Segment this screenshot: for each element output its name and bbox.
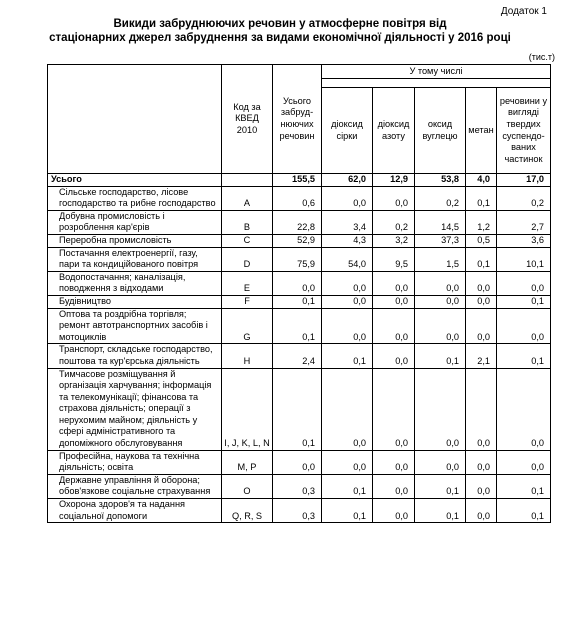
cell-no2: 0,0: [373, 308, 415, 344]
cell-no2: 0,0: [373, 450, 415, 474]
cell-co: 1,5: [415, 247, 466, 271]
header-including: У тому числі: [322, 65, 551, 79]
header-co: оксид вуглецю: [415, 88, 466, 174]
cell-code: M, P: [222, 450, 273, 474]
table-row: [48, 450, 551, 474]
cell-no2: 0,0: [373, 344, 415, 368]
title-line-2: стаціонарних джерел забруднення за видами економічної діяльності у 2016 році: [49, 32, 511, 44]
cell-pm: 0,0: [497, 271, 551, 295]
cell-no2: 0,0: [373, 474, 415, 498]
cell-so2: 3,4: [322, 210, 373, 234]
cell-co: 0,0: [415, 295, 466, 308]
cell-pm: 3,6: [497, 234, 551, 247]
cell-no2: 0,0: [373, 271, 415, 295]
cell-total: 0,1: [273, 295, 322, 308]
header-methane: метан: [466, 88, 497, 174]
cell-code: [222, 174, 273, 187]
appendix-label: Додаток 1: [500, 6, 547, 17]
cell-so2: 0,0: [322, 368, 373, 450]
cell-methane: 4,0: [466, 174, 497, 187]
header-spacer: [322, 79, 551, 88]
cell-total: 75,9: [273, 247, 322, 271]
cell-co: 0,0: [415, 368, 466, 450]
cell-code: C: [222, 234, 273, 247]
header-no2: діоксид азоту: [373, 88, 415, 174]
cell-methane: 0,0: [466, 474, 497, 498]
cell-no2: 0,0: [373, 186, 415, 210]
cell-total: 2,4: [273, 344, 322, 368]
cell-pm: 0,0: [497, 308, 551, 344]
cell-code: G: [222, 308, 273, 344]
header-code: Код за КВЕД 2010: [222, 65, 273, 174]
cell-so2: 0,0: [322, 450, 373, 474]
cell-pm: 2,7: [497, 210, 551, 234]
cell-name: Державне управління й оборона; обов'язкове соціальне страхування: [48, 474, 222, 498]
cell-so2: 0,0: [322, 308, 373, 344]
cell-pm: 0,2: [497, 186, 551, 210]
cell-so2: 0,1: [322, 344, 373, 368]
cell-methane: 1,2: [466, 210, 497, 234]
title-line-1: Викиди забруднюючих речовин у атмосферне повітря від: [113, 18, 447, 30]
cell-name: Будівництво: [48, 295, 222, 308]
cell-co: 0,1: [415, 499, 466, 523]
page-title: [40, 17, 520, 45]
cell-methane: 0,0: [466, 450, 497, 474]
cell-no2: 0,2: [373, 210, 415, 234]
header-pm: речовини у вигляді твердих суспендо-ваних частинок: [497, 88, 551, 174]
cell-code: A: [222, 186, 273, 210]
cell-co: 0,1: [415, 344, 466, 368]
cell-code: H: [222, 344, 273, 368]
cell-no2: 12,9: [373, 174, 415, 187]
cell-total: 0,6: [273, 186, 322, 210]
cell-methane: 0,0: [466, 368, 497, 450]
cell-total: 0,0: [273, 271, 322, 295]
cell-methane: 0,1: [466, 247, 497, 271]
cell-code: D: [222, 247, 273, 271]
table-row: [48, 295, 551, 308]
cell-pm: 0,0: [497, 450, 551, 474]
cell-total: 0,3: [273, 499, 322, 523]
cell-code: Q, R, S: [222, 499, 273, 523]
cell-pm: 0,1: [497, 499, 551, 523]
cell-co: 53,8: [415, 174, 466, 187]
emissions-table: [47, 64, 551, 523]
cell-code: E: [222, 271, 273, 295]
cell-name: Охорона здоров'я та надання соціальної допомоги: [48, 499, 222, 523]
cell-pm: 0,1: [497, 474, 551, 498]
cell-so2: 54,0: [322, 247, 373, 271]
cell-pm: 0,1: [497, 295, 551, 308]
cell-no2: 0,0: [373, 499, 415, 523]
cell-co: 0,0: [415, 308, 466, 344]
cell-so2: 0,1: [322, 474, 373, 498]
header-total: Усього забруд-нюючих речовин: [273, 65, 322, 174]
cell-code: I, J, K, L, N: [222, 368, 273, 450]
cell-methane: 0,5: [466, 234, 497, 247]
cell-name: Переробна промисловість: [48, 234, 222, 247]
total-row: [48, 174, 551, 187]
cell-code: O: [222, 474, 273, 498]
cell-methane: 0,0: [466, 271, 497, 295]
cell-name: Постачання електроенергії, газу, пари та кондиційованого повітря: [48, 247, 222, 271]
table-row: [48, 368, 551, 450]
cell-name: Добувна промисловість і розроблення кар'єрів: [48, 210, 222, 234]
cell-no2: 0,0: [373, 368, 415, 450]
table-row: [48, 344, 551, 368]
cell-so2: 4,3: [322, 234, 373, 247]
cell-name: Професійна, наукова та технічна діяльність; освіта: [48, 450, 222, 474]
unit-label: (тис.т): [528, 52, 555, 62]
header-so2: діоксид сірки: [322, 88, 373, 174]
cell-total: 0,3: [273, 474, 322, 498]
cell-name: Транспорт, складське господарство, поштова та кур'єрська діяльність: [48, 344, 222, 368]
cell-no2: 0,0: [373, 295, 415, 308]
cell-so2: 0,1: [322, 499, 373, 523]
table-row: [48, 474, 551, 498]
cell-methane: 0,0: [466, 295, 497, 308]
cell-code: B: [222, 210, 273, 234]
cell-co: 0,2: [415, 186, 466, 210]
cell-name: Усього: [48, 174, 222, 187]
cell-total: 155,5: [273, 174, 322, 187]
table-header: [48, 65, 551, 174]
cell-pm: 0,1: [497, 344, 551, 368]
table-row: [48, 210, 551, 234]
header-name-blank: [48, 65, 222, 174]
cell-total: 0,1: [273, 308, 322, 344]
cell-so2: 0,0: [322, 295, 373, 308]
cell-no2: 3,2: [373, 234, 415, 247]
cell-methane: 0,0: [466, 308, 497, 344]
cell-total: 0,1: [273, 368, 322, 450]
cell-code: F: [222, 295, 273, 308]
table-row: [48, 308, 551, 344]
cell-co: 0,0: [415, 450, 466, 474]
cell-name: Тимчасове розміщування й організація харчування; інформація та телекомунікації; фінансова та страхова діяльність; операції з нерухомим майном; діяльність у сфері адміністративного та допоміжного обслуговування: [48, 368, 222, 450]
table-row: [48, 247, 551, 271]
cell-pm: 0,0: [497, 368, 551, 450]
table-body: [48, 174, 551, 523]
cell-total: 22,8: [273, 210, 322, 234]
table-row: [48, 499, 551, 523]
cell-methane: 2,1: [466, 344, 497, 368]
cell-co: 0,1: [415, 474, 466, 498]
cell-co: 14,5: [415, 210, 466, 234]
cell-so2: 62,0: [322, 174, 373, 187]
cell-pm: 10,1: [497, 247, 551, 271]
table-row: [48, 271, 551, 295]
cell-co: 37,3: [415, 234, 466, 247]
cell-pm: 17,0: [497, 174, 551, 187]
cell-total: 52,9: [273, 234, 322, 247]
cell-name: Оптова та роздрібна торгівля; ремонт автотранспортних засобів і мотоциклів: [48, 308, 222, 344]
cell-co: 0,0: [415, 271, 466, 295]
cell-so2: 0,0: [322, 271, 373, 295]
cell-no2: 9,5: [373, 247, 415, 271]
cell-total: 0,0: [273, 450, 322, 474]
cell-name: Водопостачання; каналізація, поводження з відходами: [48, 271, 222, 295]
cell-methane: 0,1: [466, 186, 497, 210]
table-row: [48, 186, 551, 210]
cell-name: Сільське господарство, лісове господарство та рибне господарство: [48, 186, 222, 210]
table-row: [48, 234, 551, 247]
cell-methane: 0,0: [466, 499, 497, 523]
cell-so2: 0,0: [322, 186, 373, 210]
